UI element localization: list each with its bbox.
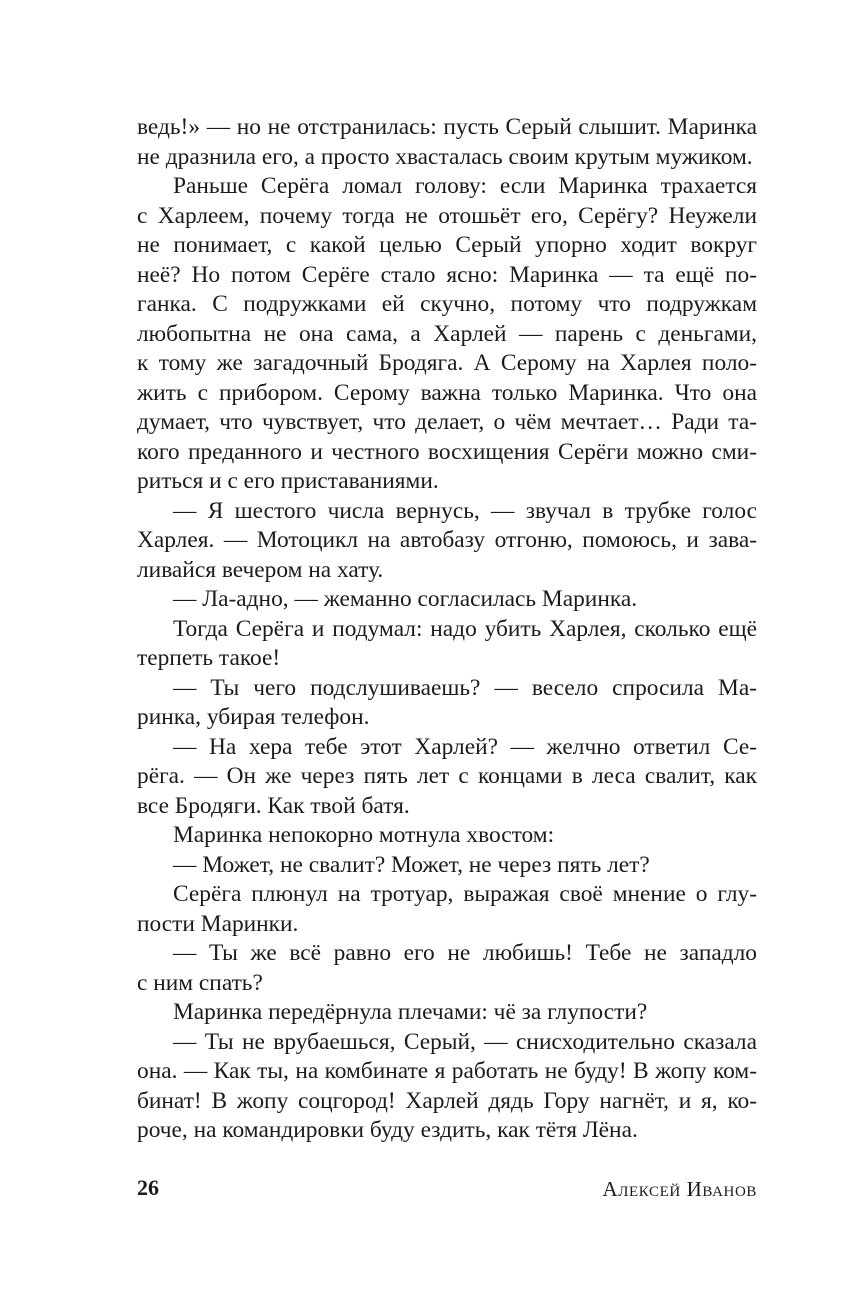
text-line: — На хера тебе этот Харлей? — желчно ответил Се- xyxy=(173,733,757,760)
text-line: терпеть такое! xyxy=(137,645,281,671)
text-line: с ним спать? xyxy=(137,969,263,996)
page-number: 26 xyxy=(137,1175,159,1200)
text-line: роче, на командировки буду ездить, как тётя Лёна. xyxy=(137,1117,638,1143)
text-line: — Может, не свалит? Может, не через пять лет? xyxy=(173,851,650,878)
text-line: — Ты же всё равно его не любишь! Тебе не западло xyxy=(173,940,757,966)
text-line: не дразнила его, а просто хвасталась своим крутым мужиком. xyxy=(137,143,753,170)
paragraph xyxy=(137,615,757,674)
paragraph xyxy=(137,939,757,998)
text-line: жить с прибором. Серому важна только Маринка. Что она xyxy=(137,379,757,406)
text-line: ганка. С подружками ей скучно, потому что подружкам xyxy=(137,291,757,317)
paragraph xyxy=(137,113,757,172)
text-line: — Я шестого числа вернусь, — звучал в трубке голос xyxy=(173,497,757,524)
text-line: бинат! В жопу соцгород! Харлей дядь Гору нагнёт, и я, ко- xyxy=(137,1087,757,1114)
body-text xyxy=(137,113,757,1146)
paragraph xyxy=(137,497,757,586)
running-footer-author: Алексей Иванов xyxy=(602,1177,757,1201)
paragraph xyxy=(137,585,757,615)
text-line: ринка, убирая телефон. xyxy=(137,704,370,730)
paragraph xyxy=(137,851,757,881)
paragraph xyxy=(137,998,757,1028)
text-line: риться и с его приставаниями. xyxy=(137,468,439,494)
text-line: с Харлеем, почему тогда не отошьёт его, Серёгу? Неужели xyxy=(137,202,757,229)
text-line: все Бродяги. Как твой батя. xyxy=(137,792,410,819)
text-line: Маринка передёрнула плечами: чё за глупости? xyxy=(173,999,648,1025)
text-line: Маринка непокорно мотнула хвостом: xyxy=(173,822,555,848)
text-line: рёга. — Он же через пять лет с концами в леса свалит, как xyxy=(137,763,757,789)
paragraph xyxy=(137,172,757,497)
text-line: ливайся вечером на хату. xyxy=(137,556,384,583)
text-line: Тогда Серёга и подумал: надо убить Харлея, сколько ещё xyxy=(173,615,757,642)
paragraph xyxy=(137,821,757,851)
text-line: — Ты чего подслушиваешь? — весело спросила Ма- xyxy=(173,674,757,701)
text-line: думает, что чувствует, что делает, о чём мечтает… Ради та- xyxy=(137,409,757,435)
paragraph xyxy=(137,674,757,733)
text-line: ведь!» — но не отстранилась: пусть Серый слышит. Маринка xyxy=(137,114,757,140)
text-line: неё? Но потом Серёге стало ясно: Маринка — та ещё по- xyxy=(137,261,757,288)
paragraph xyxy=(137,1028,757,1146)
text-line: пости Маринки. xyxy=(137,910,299,937)
text-line: — Ты не врубаешься, Серый, — снисходительно сказала xyxy=(173,1028,757,1055)
text-line: к тому же загадочный Бродяга. А Серому на Харлея поло- xyxy=(137,350,757,376)
text-line: кого преданного и честного восхищения Серёги можно сми- xyxy=(137,438,757,465)
text-line: Харлея. — Мотоцикл на автобазу отгоню, помоюсь, и зава- xyxy=(137,527,757,553)
text-line: Раньше Серёга ломал голову: если Маринка трахается xyxy=(173,173,757,199)
paragraph xyxy=(137,880,757,939)
paragraph xyxy=(137,733,757,822)
text-line: не понимает, с какой целью Серый упорно ходит вокруг xyxy=(137,232,757,258)
text-line: Серёга плюнул на тротуар, выражая своё мнение о глу- xyxy=(173,881,757,907)
text-line: она. — Как ты, на комбинате я работать не буду! В жопу ком- xyxy=(137,1058,757,1084)
text-line: любопытна не она сама, а Харлей — парень с деньгами, xyxy=(137,320,757,347)
text-line: — Ла-адно, — жеманно согласилась Маринка. xyxy=(173,586,638,612)
